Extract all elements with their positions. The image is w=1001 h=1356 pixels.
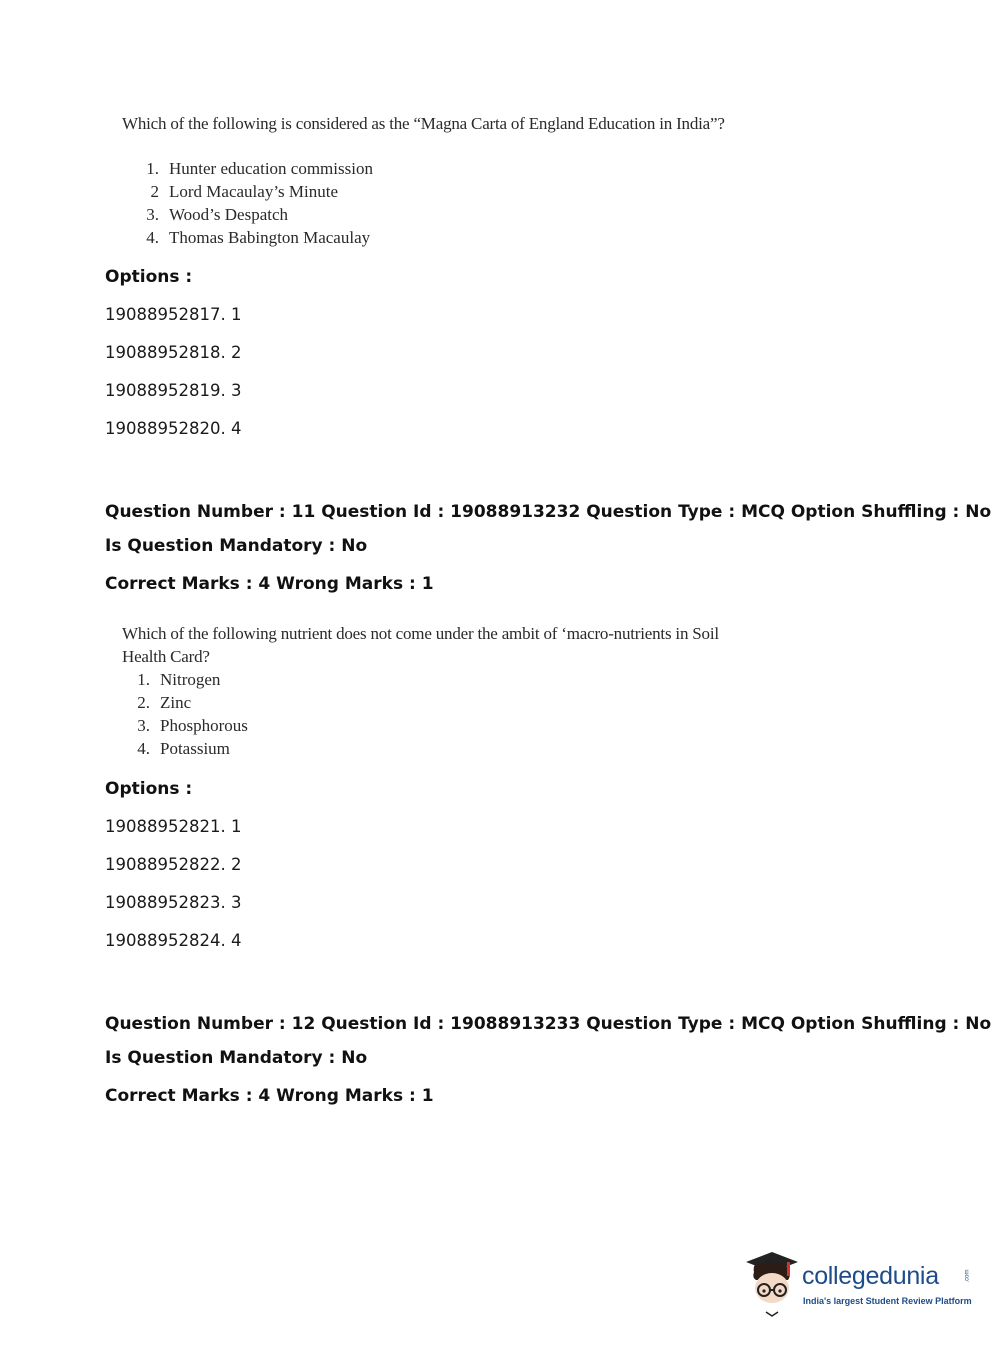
logo-tagline: India's largest Student Review Platform xyxy=(803,1296,972,1306)
question-image-11 xyxy=(122,622,719,760)
question-text: Health Card? xyxy=(122,647,210,666)
option-item: 19088952823. 3 xyxy=(105,893,242,912)
option-item: 19088952821. 1 xyxy=(105,817,242,836)
collegedunia-logo[interactable] xyxy=(742,1250,972,1320)
question-header: Question Number : 12 Question Id : 19088913233 Question Type : MCQ Option Shuffling : No xyxy=(105,1014,992,1034)
option-item: 19088952819. 3 xyxy=(105,381,242,400)
question-mandatory: Is Question Mandatory : No xyxy=(105,536,368,556)
question-marks: Correct Marks : 4 Wrong Marks : 1 xyxy=(105,574,434,594)
option-item: 19088952820. 4 xyxy=(105,419,242,438)
question-header: Question Number : 11 Question Id : 19088913232 Question Type : MCQ Option Shuffling : No xyxy=(105,502,992,522)
choice-item: 2 Lord Macaulay’s Minute xyxy=(150,182,339,201)
options-label: Options : xyxy=(105,267,193,287)
choice-list xyxy=(135,157,725,249)
choice-item: 1. Hunter education commission xyxy=(146,159,373,178)
choice-item: 2. Zinc xyxy=(137,693,192,712)
question-text: Which of the following nutrient does not come under the ambit of ‘macro-nutrients in Soil xyxy=(122,624,719,643)
option-item: 19088952817. 1 xyxy=(105,305,242,324)
question-image-1 xyxy=(122,112,725,249)
question-text: Which of the following is considered as the “Magna Carta of England Education in India”? xyxy=(122,114,725,133)
options-label: Options : xyxy=(105,779,193,799)
option-item: 19088952818. 2 xyxy=(105,343,242,362)
choice-item: 3. Wood’s Despatch xyxy=(146,205,289,224)
logo-name: collegedunia xyxy=(802,1262,939,1290)
question-mandatory: Is Question Mandatory : No xyxy=(105,1048,368,1068)
logo-suffix: .com xyxy=(964,1269,971,1283)
choice-list xyxy=(126,668,719,760)
option-item: 19088952822. 2 xyxy=(105,855,242,874)
choice-item: 1. Nitrogen xyxy=(137,670,221,689)
choice-item: 4. Potassium xyxy=(137,739,230,758)
option-item: 19088952824. 4 xyxy=(105,931,242,950)
question-marks: Correct Marks : 4 Wrong Marks : 1 xyxy=(105,1086,434,1106)
choice-item: 3. Phosphorous xyxy=(137,716,248,735)
choice-item: 4. Thomas Babington Macaulay xyxy=(146,228,371,247)
mascot-icon xyxy=(742,1250,802,1320)
